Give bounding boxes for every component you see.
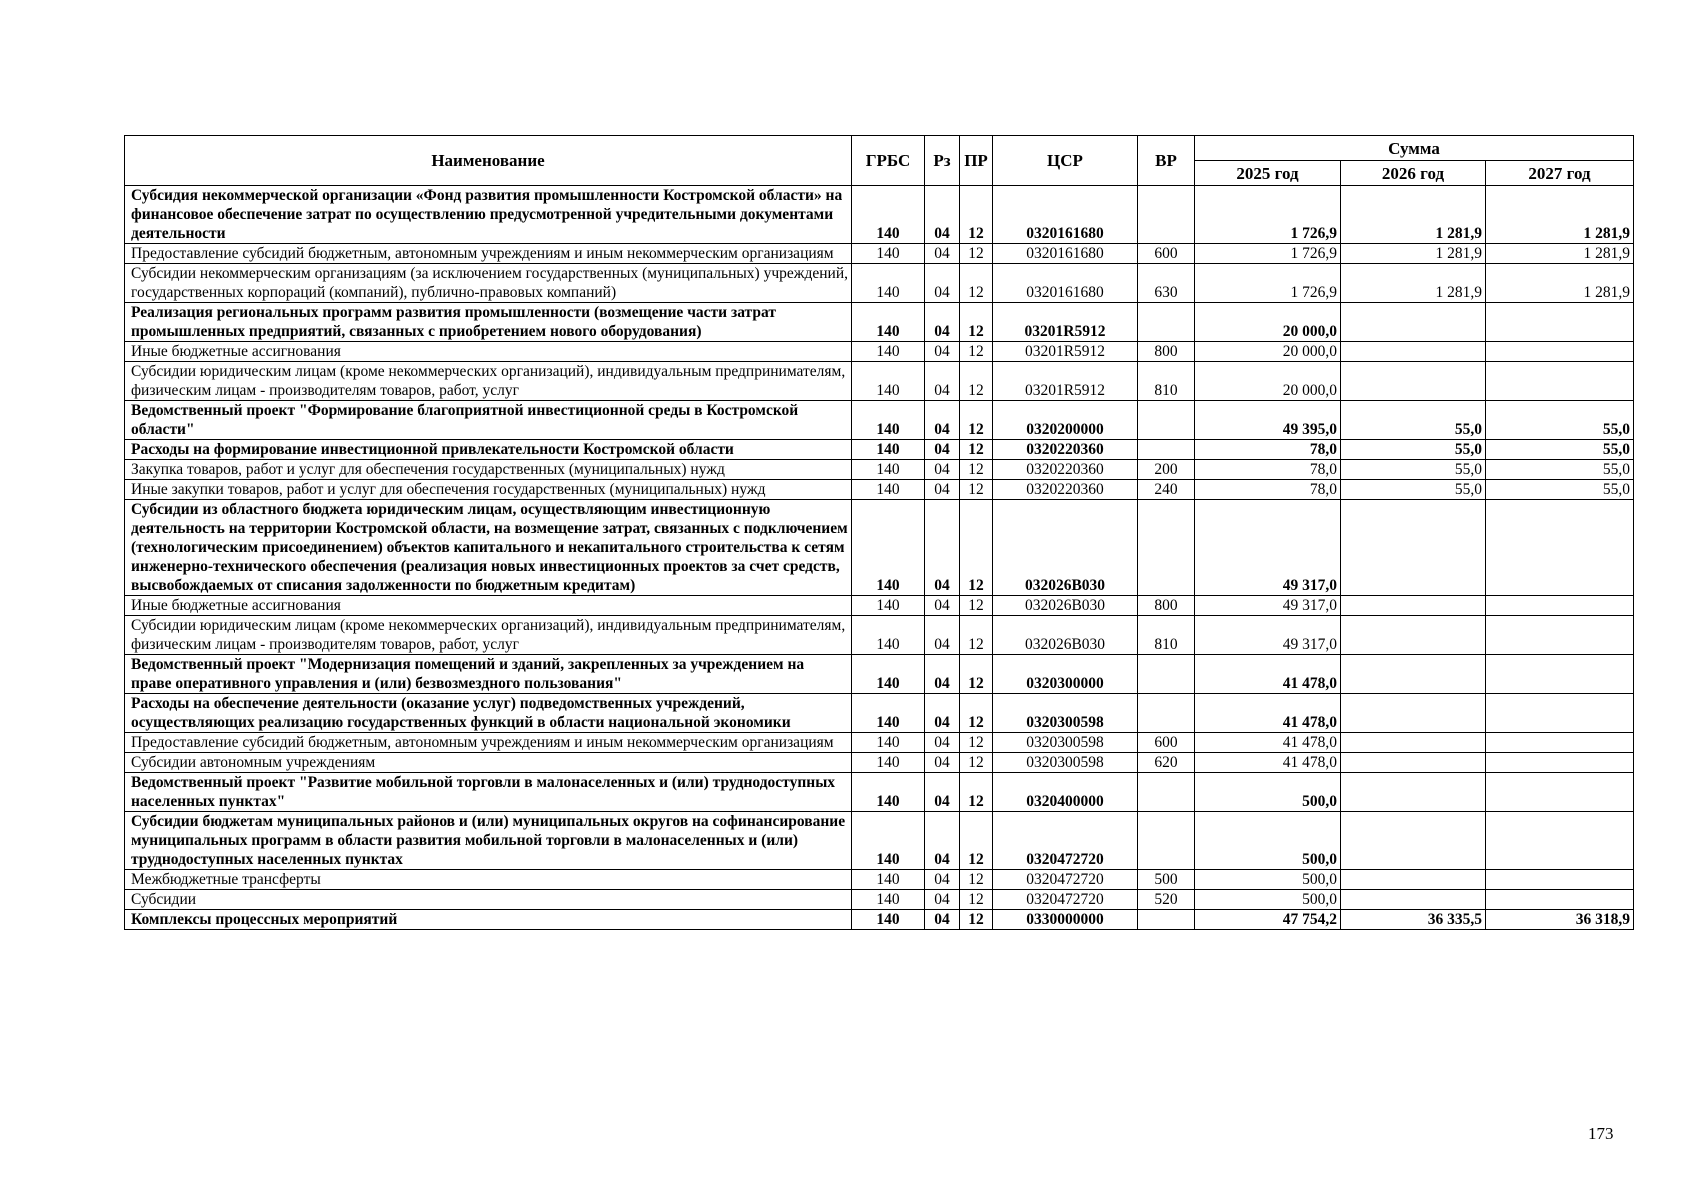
cell-y2025: 78,0 <box>1195 440 1341 460</box>
cell-y2027: 1 281,9 <box>1486 186 1634 244</box>
cell-y2025: 1 726,9 <box>1195 264 1341 303</box>
cell-y2027 <box>1486 890 1634 910</box>
header-pr: ПР <box>960 136 993 186</box>
cell-grbs: 140 <box>852 362 925 401</box>
cell-y2026 <box>1341 616 1486 655</box>
cell-rz: 04 <box>925 733 960 753</box>
table-row <box>125 753 1634 773</box>
cell-rz: 04 <box>925 362 960 401</box>
cell-y2025: 500,0 <box>1195 773 1341 812</box>
cell-grbs: 140 <box>852 694 925 733</box>
cell-y2026 <box>1341 596 1486 616</box>
cell-vr: 600 <box>1138 733 1195 753</box>
header-rz: Рз <box>925 136 960 186</box>
header-vr: ВР <box>1138 136 1195 186</box>
cell-y2025: 500,0 <box>1195 890 1341 910</box>
cell-rz: 04 <box>925 244 960 264</box>
cell-vr: 600 <box>1138 244 1195 264</box>
cell-pr: 12 <box>960 773 993 812</box>
cell-vr <box>1138 812 1195 870</box>
cell-pr: 12 <box>960 460 993 480</box>
cell-y2025: 41 478,0 <box>1195 694 1341 733</box>
header-sum: Сумма <box>1195 136 1634 161</box>
cell-pr: 12 <box>960 362 993 401</box>
cell-pr: 12 <box>960 616 993 655</box>
cell-csr: 032026B030 <box>993 500 1138 596</box>
cell-name: Ведомственный проект "Формирование благоприятной инвестиционной среды в Костромской области" <box>125 401 852 440</box>
cell-name: Реализация региональных программ развития промышленности (возмещение части затрат промышленных предприятий, связанных с приобретением нового оборудования) <box>125 303 852 342</box>
cell-grbs: 140 <box>852 244 925 264</box>
cell-csr: 03201R5912 <box>993 362 1138 401</box>
cell-name: Субсидии <box>125 890 852 910</box>
cell-csr: 0320472720 <box>993 890 1138 910</box>
cell-name: Субсидии некоммерческим организациям (за исключением государственных (муниципальных) учреждений, государственных корпораций (компаний), публично-правовых компаний) <box>125 264 852 303</box>
cell-y2025: 1 726,9 <box>1195 244 1341 264</box>
cell-rz: 04 <box>925 401 960 440</box>
header-2025: 2025 год <box>1195 161 1341 186</box>
cell-csr: 03201R5912 <box>993 303 1138 342</box>
cell-rz: 04 <box>925 480 960 500</box>
table-row <box>125 733 1634 753</box>
cell-pr: 12 <box>960 244 993 264</box>
cell-y2027: 55,0 <box>1486 401 1634 440</box>
cell-name: Иные бюджетные ассигнования <box>125 342 852 362</box>
header-name: Наименование <box>125 136 852 186</box>
cell-y2026: 1 281,9 <box>1341 186 1486 244</box>
cell-y2025: 78,0 <box>1195 460 1341 480</box>
cell-vr: 800 <box>1138 342 1195 362</box>
cell-csr: 0320472720 <box>993 870 1138 890</box>
cell-vr <box>1138 694 1195 733</box>
table-row <box>125 303 1634 342</box>
cell-y2025: 20 000,0 <box>1195 362 1341 401</box>
cell-grbs: 140 <box>852 480 925 500</box>
cell-rz: 04 <box>925 870 960 890</box>
cell-vr <box>1138 655 1195 694</box>
cell-y2025: 49 317,0 <box>1195 616 1341 655</box>
header-2027: 2027 год <box>1486 161 1634 186</box>
cell-y2026 <box>1341 655 1486 694</box>
cell-csr: 0320400000 <box>993 773 1138 812</box>
cell-y2026: 36 335,5 <box>1341 910 1486 930</box>
cell-csr: 0320161680 <box>993 244 1138 264</box>
table-row <box>125 773 1634 812</box>
cell-grbs: 140 <box>852 733 925 753</box>
cell-name: Субсидии автономным учреждениям <box>125 753 852 773</box>
table-row <box>125 890 1634 910</box>
cell-vr <box>1138 401 1195 440</box>
cell-pr: 12 <box>960 870 993 890</box>
cell-y2025: 49 317,0 <box>1195 500 1341 596</box>
cell-pr: 12 <box>960 480 993 500</box>
cell-vr: 620 <box>1138 753 1195 773</box>
cell-y2025: 49 395,0 <box>1195 401 1341 440</box>
cell-rz: 04 <box>925 616 960 655</box>
table-row <box>125 694 1634 733</box>
cell-y2027 <box>1486 596 1634 616</box>
table-row <box>125 362 1634 401</box>
cell-name: Субсидия некоммерческой организации «Фонд развития промышленности Костромской области» на финансовое обеспечение затрат по осуществлению предусмотренной учредительными документами деятельности <box>125 186 852 244</box>
cell-vr <box>1138 186 1195 244</box>
cell-grbs: 140 <box>852 870 925 890</box>
cell-pr: 12 <box>960 890 993 910</box>
header-2026: 2026 год <box>1341 161 1486 186</box>
cell-grbs: 140 <box>852 910 925 930</box>
cell-y2027 <box>1486 342 1634 362</box>
cell-vr: 520 <box>1138 890 1195 910</box>
cell-y2026 <box>1341 362 1486 401</box>
cell-csr: 0320161680 <box>993 264 1138 303</box>
cell-rz: 04 <box>925 500 960 596</box>
cell-y2027: 55,0 <box>1486 460 1634 480</box>
cell-rz: 04 <box>925 264 960 303</box>
cell-grbs: 140 <box>852 500 925 596</box>
cell-name: Расходы на формирование инвестиционной привлекательности Костромской области <box>125 440 852 460</box>
cell-y2026 <box>1341 733 1486 753</box>
table-row <box>125 910 1634 930</box>
table-row <box>125 440 1634 460</box>
cell-vr: 810 <box>1138 616 1195 655</box>
cell-y2026: 1 281,9 <box>1341 244 1486 264</box>
cell-csr: 0320220360 <box>993 480 1138 500</box>
cell-y2025: 41 478,0 <box>1195 655 1341 694</box>
cell-csr: 0320472720 <box>993 812 1138 870</box>
cell-y2026 <box>1341 753 1486 773</box>
cell-grbs: 140 <box>852 655 925 694</box>
cell-y2026 <box>1341 500 1486 596</box>
cell-rz: 04 <box>925 694 960 733</box>
cell-name: Субсидии из областного бюджета юридическим лицам, осуществляющим инвестиционную деятельность на территории Костромской области, на возмещение затрат, связанных с подключением (технологическим присоединением) объектов капитального и некапитального строительства к сетям инженерно-технического обеспечения (реализация новых инвестиционных проектов за счет средств, высвобождаемых от списания задолженности по бюджетным кредитам) <box>125 500 852 596</box>
cell-y2026 <box>1341 812 1486 870</box>
cell-y2025: 47 754,2 <box>1195 910 1341 930</box>
cell-y2026 <box>1341 773 1486 812</box>
cell-grbs: 140 <box>852 773 925 812</box>
cell-csr: 0320300598 <box>993 733 1138 753</box>
cell-y2027 <box>1486 870 1634 890</box>
cell-csr: 0320220360 <box>993 460 1138 480</box>
cell-name: Субсидии юридическим лицам (кроме некоммерческих организаций), индивидуальным предпринимателям, физическим лицам - производителям товаров, работ, услуг <box>125 616 852 655</box>
table-row <box>125 186 1634 244</box>
cell-csr: 0330000000 <box>993 910 1138 930</box>
cell-csr: 032026B030 <box>993 616 1138 655</box>
cell-y2025: 1 726,9 <box>1195 186 1341 244</box>
cell-grbs: 140 <box>852 440 925 460</box>
header-grbs: ГРБС <box>852 136 925 186</box>
cell-y2026: 1 281,9 <box>1341 264 1486 303</box>
cell-y2025: 500,0 <box>1195 870 1341 890</box>
cell-rz: 04 <box>925 655 960 694</box>
cell-vr: 800 <box>1138 596 1195 616</box>
cell-rz: 04 <box>925 890 960 910</box>
cell-rz: 04 <box>925 303 960 342</box>
cell-grbs: 140 <box>852 460 925 480</box>
budget-table-container <box>124 135 1633 930</box>
cell-grbs: 140 <box>852 753 925 773</box>
cell-pr: 12 <box>960 812 993 870</box>
budget-table <box>124 135 1634 930</box>
table-row <box>125 460 1634 480</box>
cell-grbs: 140 <box>852 616 925 655</box>
cell-y2027: 55,0 <box>1486 440 1634 460</box>
cell-vr <box>1138 500 1195 596</box>
cell-pr: 12 <box>960 401 993 440</box>
cell-grbs: 140 <box>852 303 925 342</box>
cell-vr: 500 <box>1138 870 1195 890</box>
cell-vr <box>1138 440 1195 460</box>
cell-y2027 <box>1486 616 1634 655</box>
cell-y2025: 500,0 <box>1195 812 1341 870</box>
cell-y2027 <box>1486 694 1634 733</box>
table-row <box>125 342 1634 362</box>
table-row <box>125 655 1634 694</box>
cell-grbs: 140 <box>852 264 925 303</box>
cell-pr: 12 <box>960 303 993 342</box>
cell-csr: 0320300000 <box>993 655 1138 694</box>
cell-rz: 04 <box>925 460 960 480</box>
cell-csr: 03201R5912 <box>993 342 1138 362</box>
cell-y2026 <box>1341 342 1486 362</box>
cell-y2026 <box>1341 870 1486 890</box>
cell-y2027: 55,0 <box>1486 480 1634 500</box>
cell-y2027 <box>1486 773 1634 812</box>
cell-y2026 <box>1341 694 1486 733</box>
cell-pr: 12 <box>960 655 993 694</box>
cell-grbs: 140 <box>852 890 925 910</box>
cell-rz: 04 <box>925 596 960 616</box>
cell-vr: 200 <box>1138 460 1195 480</box>
table-row <box>125 401 1634 440</box>
cell-grbs: 140 <box>852 596 925 616</box>
cell-rz: 04 <box>925 773 960 812</box>
cell-name: Межбюджетные трансферты <box>125 870 852 890</box>
cell-y2025: 20 000,0 <box>1195 303 1341 342</box>
cell-y2026: 55,0 <box>1341 460 1486 480</box>
cell-vr <box>1138 773 1195 812</box>
cell-vr <box>1138 910 1195 930</box>
cell-name: Ведомственный проект "Развитие мобильной торговли в малонаселенных и (или) труднодоступных населенных пунктах" <box>125 773 852 812</box>
cell-rz: 04 <box>925 812 960 870</box>
cell-name: Предоставление субсидий бюджетным, автономным учреждениям и иным некоммерческим организациям <box>125 733 852 753</box>
cell-pr: 12 <box>960 694 993 733</box>
cell-rz: 04 <box>925 342 960 362</box>
cell-name: Предоставление субсидий бюджетным, автономным учреждениям и иным некоммерческим организациям <box>125 244 852 264</box>
cell-y2027 <box>1486 753 1634 773</box>
cell-y2026: 55,0 <box>1341 440 1486 460</box>
cell-name: Расходы на обеспечение деятельности (оказание услуг) подведомственных учреждений, осуществляющих реализацию государственных функций в области национальной экономики <box>125 694 852 733</box>
cell-y2027 <box>1486 500 1634 596</box>
cell-name: Закупка товаров, работ и услуг для обеспечения государственных (муниципальных) нужд <box>125 460 852 480</box>
table-body <box>125 186 1634 930</box>
cell-y2027: 1 281,9 <box>1486 264 1634 303</box>
cell-name: Иные закупки товаров, работ и услуг для обеспечения государственных (муниципальных) нужд <box>125 480 852 500</box>
cell-vr <box>1138 303 1195 342</box>
cell-pr: 12 <box>960 910 993 930</box>
cell-name: Субсидии юридическим лицам (кроме некоммерческих организаций), индивидуальным предпринимателям, физическим лицам - производителям товаров, работ, услуг <box>125 362 852 401</box>
cell-name: Субсидии бюджетам муниципальных районов и (или) муниципальных округов на софинансирование муниципальных программ в области развития мобильной торговли в малонаселенных и (или) труднодоступных населенных пунктах <box>125 812 852 870</box>
header-csr: ЦСР <box>993 136 1138 186</box>
table-row <box>125 596 1634 616</box>
cell-y2027 <box>1486 362 1634 401</box>
cell-y2026: 55,0 <box>1341 401 1486 440</box>
cell-vr: 810 <box>1138 362 1195 401</box>
cell-pr: 12 <box>960 342 993 362</box>
page-number: 173 <box>1588 1124 1614 1143</box>
cell-y2025: 78,0 <box>1195 480 1341 500</box>
cell-csr: 032026B030 <box>993 596 1138 616</box>
cell-y2026 <box>1341 890 1486 910</box>
cell-rz: 04 <box>925 186 960 244</box>
table-row <box>125 616 1634 655</box>
table-row <box>125 500 1634 596</box>
table-header <box>125 136 1634 186</box>
table-row <box>125 870 1634 890</box>
cell-csr: 0320200000 <box>993 401 1138 440</box>
cell-csr: 0320300598 <box>993 694 1138 733</box>
cell-rz: 04 <box>925 753 960 773</box>
cell-y2027 <box>1486 812 1634 870</box>
cell-y2025: 49 317,0 <box>1195 596 1341 616</box>
cell-pr: 12 <box>960 186 993 244</box>
cell-y2025: 41 478,0 <box>1195 753 1341 773</box>
cell-name: Ведомственный проект "Модернизация помещений и зданий, закрепленных за учреждением на праве оперативного управления и (или) безвозмездного пользования" <box>125 655 852 694</box>
cell-y2027: 36 318,9 <box>1486 910 1634 930</box>
cell-pr: 12 <box>960 264 993 303</box>
cell-y2027 <box>1486 303 1634 342</box>
cell-y2026 <box>1341 303 1486 342</box>
cell-grbs: 140 <box>852 342 925 362</box>
cell-csr: 0320220360 <box>993 440 1138 460</box>
cell-pr: 12 <box>960 440 993 460</box>
table-row <box>125 264 1634 303</box>
cell-y2027: 1 281,9 <box>1486 244 1634 264</box>
cell-vr: 240 <box>1138 480 1195 500</box>
cell-pr: 12 <box>960 753 993 773</box>
cell-grbs: 140 <box>852 401 925 440</box>
cell-y2027 <box>1486 733 1634 753</box>
cell-grbs: 140 <box>852 186 925 244</box>
cell-rz: 04 <box>925 910 960 930</box>
cell-csr: 0320300598 <box>993 753 1138 773</box>
cell-grbs: 140 <box>852 812 925 870</box>
cell-csr: 0320161680 <box>993 186 1138 244</box>
cell-y2026: 55,0 <box>1341 480 1486 500</box>
cell-name: Комплексы процессных мероприятий <box>125 910 852 930</box>
cell-y2025: 20 000,0 <box>1195 342 1341 362</box>
cell-y2025: 41 478,0 <box>1195 733 1341 753</box>
table-row <box>125 244 1634 264</box>
cell-name: Иные бюджетные ассигнования <box>125 596 852 616</box>
cell-rz: 04 <box>925 440 960 460</box>
cell-pr: 12 <box>960 500 993 596</box>
cell-pr: 12 <box>960 596 993 616</box>
cell-pr: 12 <box>960 733 993 753</box>
table-row <box>125 480 1634 500</box>
table-row <box>125 812 1634 870</box>
cell-y2027 <box>1486 655 1634 694</box>
cell-vr: 630 <box>1138 264 1195 303</box>
